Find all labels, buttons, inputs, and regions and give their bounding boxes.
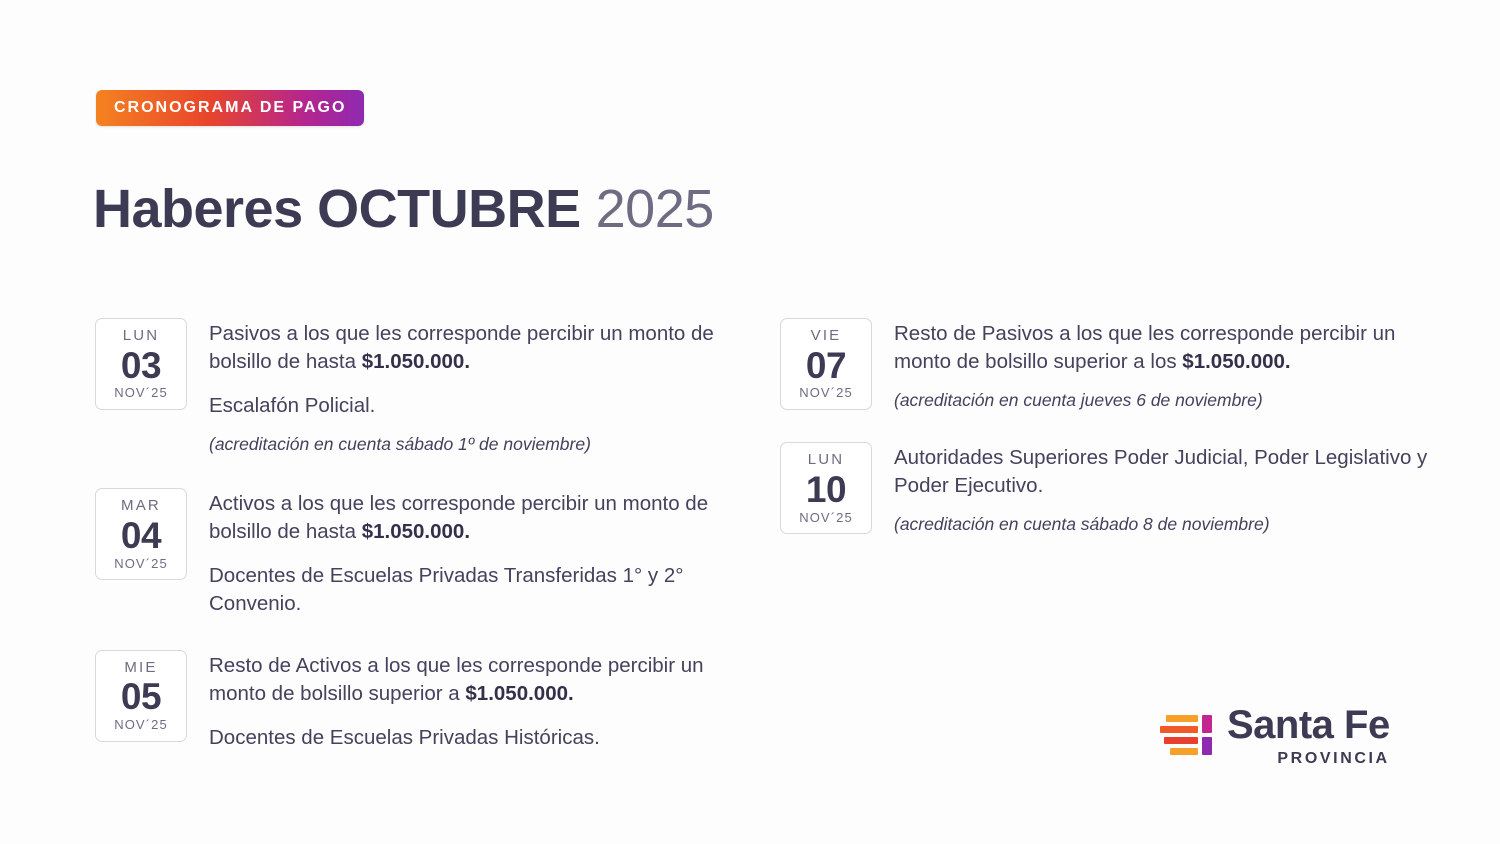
date-monthyear: NOV´25: [114, 555, 168, 571]
date-daynumber: 07: [805, 344, 847, 386]
date-box: [95, 650, 187, 742]
date-dayofweek: LUN: [807, 451, 845, 469]
schedule-entry: [95, 488, 735, 618]
entry-text: [894, 442, 1430, 536]
date-box: [95, 488, 187, 580]
entry-line-1-amount: $1.050.000.: [465, 681, 574, 705]
date-dayofweek: MIE: [124, 658, 158, 676]
logo-bar-6: [1202, 737, 1212, 755]
logo-bar-5: [1202, 715, 1212, 733]
logo-bar-1: [1166, 715, 1198, 722]
logo-name: Santa Fe: [1227, 703, 1390, 747]
date-dayofweek: LUN: [122, 327, 160, 344]
entry-text: [209, 488, 735, 618]
entry-text: [209, 318, 735, 456]
schedule-column-left: [95, 318, 735, 783]
entry-text: [209, 650, 735, 752]
logo-bar-4: [1170, 748, 1198, 755]
entry-line-1: Autoridades Superiores Poder Judicial, Poder Legislativo y Poder Ejecutivo.: [894, 446, 1428, 498]
date-daynumber: 03: [120, 344, 162, 386]
entry-note: (acreditación en cuenta sábado 8 de noviembre): [894, 514, 1270, 535]
entry-line-2: Docentes de Escuelas Privadas Transferidas 1° y 2° Convenio.: [209, 564, 684, 615]
date-daynumber: 04: [120, 514, 162, 556]
entry-line-1-amount: $1.050.000.: [361, 520, 471, 544]
schedule-entry: [95, 650, 735, 752]
santa-fe-logo-text: [1227, 705, 1390, 767]
date-dayofweek: VIE: [810, 327, 842, 344]
schedule-entry: [780, 442, 1430, 536]
entry-line-1: [209, 652, 735, 708]
schedule-column-right: [780, 318, 1430, 567]
entry-text: [894, 318, 1430, 412]
entry-line-1: [209, 320, 735, 376]
entry-line-1: [894, 320, 1430, 376]
page-title-light: 2025: [595, 179, 714, 239]
date-daynumber: 10: [805, 468, 847, 510]
entry-line-1-amount: $1.050.000.: [361, 349, 471, 373]
entry-line-1-text: Activos a los que les corresponde percibir un monto de bolsillo de hasta: [209, 492, 709, 544]
date-monthyear: NOV´25: [114, 385, 168, 401]
date-monthyear: NOV´25: [799, 509, 853, 525]
logo-bar-3: [1164, 737, 1198, 744]
date-daynumber: 05: [120, 676, 162, 718]
logo-subtitle: PROVINCIA: [1277, 750, 1390, 767]
date-box: [95, 318, 187, 410]
date-monthyear: NOV´25: [799, 385, 853, 401]
entry-note: (acreditación en cuenta jueves 6 de noviembre): [894, 389, 1263, 410]
santa-fe-logo: [1158, 705, 1390, 767]
entry-line-2: Docentes de Escuelas Privadas Históricas.: [209, 725, 600, 749]
entry-line-1-text: Resto de Activos a los que les corresponde percibir un monto de bolsillo superior a: [209, 653, 704, 705]
schedule-entry: [95, 318, 735, 456]
entry-line-1-text: Resto de Pasivos a los que les corresponde percibir un monto de bolsillo superior a los: [894, 322, 1396, 373]
entry-note: (acreditación en cuenta sábado 1º de noviembre): [209, 433, 591, 454]
entry-line-2: Escalafón Policial.: [209, 393, 376, 417]
entry-line-1-text: Pasivos a los que les corresponde percibir un monto de bolsillo de hasta: [209, 322, 714, 373]
date-dayofweek: MAR: [121, 497, 161, 515]
entry-line-1: [209, 490, 735, 546]
schedule-entry: [780, 318, 1430, 412]
entry-line-1-amount: $1.050.000.: [1182, 349, 1291, 373]
cronograma-badge: [96, 90, 364, 126]
cronograma-badge-label: CRONOGRAMA DE PAGO: [114, 99, 347, 116]
date-box: [780, 318, 872, 410]
logo-bar-2: [1160, 726, 1198, 733]
date-monthyear: NOV´25: [114, 717, 168, 733]
date-box: [780, 442, 872, 534]
santa-fe-logo-icon: [1158, 712, 1214, 760]
page-title-bold: Haberes OCTUBRE: [93, 179, 581, 239]
page-title: [93, 178, 714, 240]
